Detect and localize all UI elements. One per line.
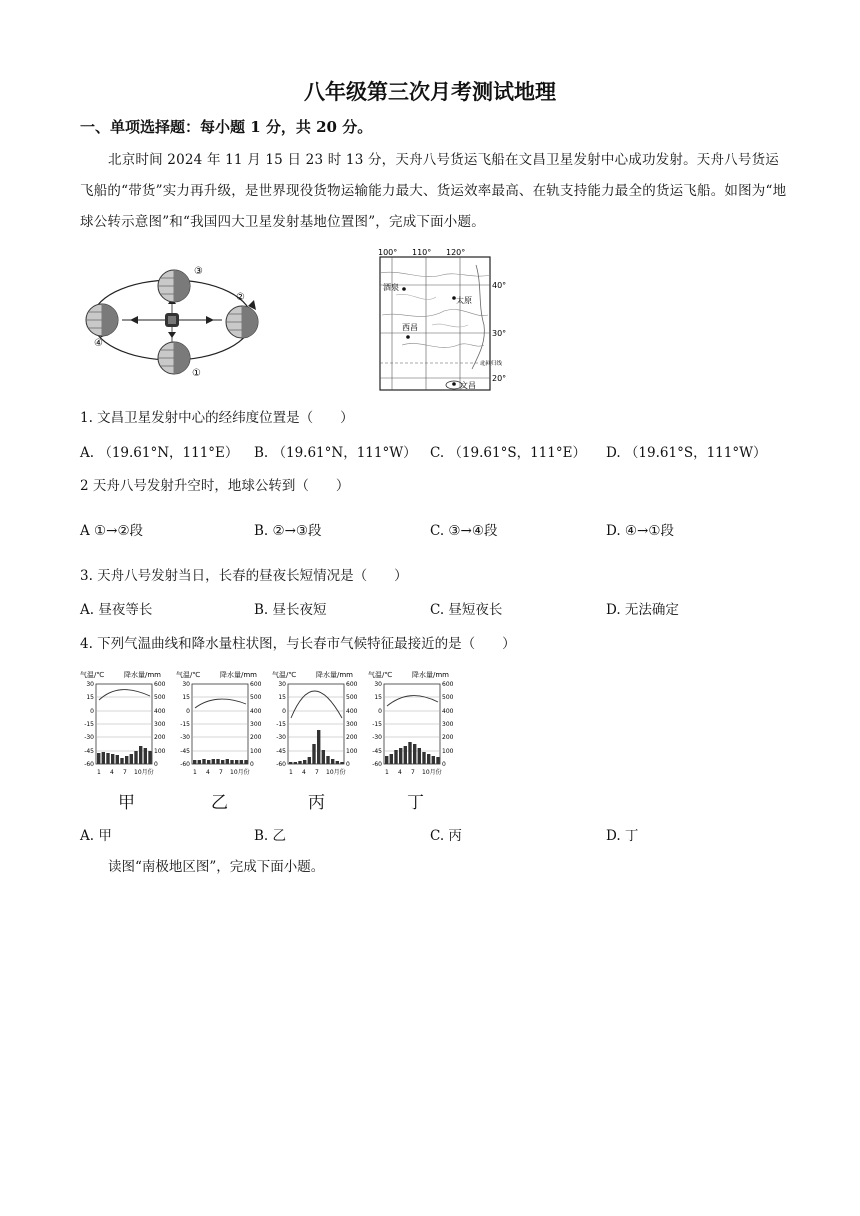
lon-label-120: 120° [446,248,466,257]
svg-text:7: 7 [219,769,223,776]
svg-text:30: 30 [182,681,190,688]
lat-label-40: 40° [492,281,507,290]
svg-text:30: 30 [86,681,94,688]
q3-option-c: C. 昼短夜长 [430,602,503,618]
svg-text:10月份: 10月份 [326,769,346,776]
climate-chart-yi [174,668,266,780]
svg-text:100: 100 [346,748,358,755]
svg-text:500: 500 [346,694,358,701]
question-1-stem: 1. 文昌卫星发射中心的经纬度位置是（ ） [80,410,354,426]
climate-chart-bing [270,668,362,780]
q1-option-c: C. （19.61°S，111°E） [430,445,586,461]
svg-text:-45: -45 [276,748,286,755]
q2-option-a: A ①→②段 [80,523,144,539]
svg-text:1: 1 [385,769,389,776]
orbit-label-3: ③ [194,266,203,277]
svg-text:15: 15 [182,694,190,701]
bing-temp-axis-title: 气温/℃ [272,671,297,679]
svg-text:4: 4 [398,769,402,776]
orbit-label-4: ④ [94,338,103,349]
svg-text:300: 300 [250,721,262,728]
svg-text:-60: -60 [372,761,382,768]
svg-text:400: 400 [250,708,262,715]
svg-text:4: 4 [206,769,210,776]
svg-text:15: 15 [278,694,286,701]
jia-temp-axis-title: 气温/℃ [80,671,105,679]
q4-option-a: A. 甲 [80,828,112,844]
svg-text:200: 200 [346,734,358,741]
globe-bottom [158,342,190,374]
svg-text:200: 200 [442,734,454,741]
lat-label-20: 20° [492,374,507,383]
svg-text:300: 300 [346,721,358,728]
svg-text:-15: -15 [372,721,382,728]
svg-text:-30: -30 [276,734,286,741]
svg-text:30: 30 [374,681,382,688]
svg-text:-45: -45 [180,748,190,755]
svg-text:-15: -15 [276,721,286,728]
svg-text:-60: -60 [84,761,94,768]
svg-text:0: 0 [442,761,446,768]
page-title: 八年级第三次月考测试地理 [304,79,556,104]
svg-text:600: 600 [250,681,262,688]
svg-text:200: 200 [250,734,262,741]
svg-text:500: 500 [442,694,454,701]
climate-label-yi: 乙 [211,793,228,813]
svg-text:0: 0 [282,708,286,715]
yi-precip-axis-title: 降水量/mm [220,671,257,679]
climate-chart-jia [78,668,170,780]
svg-text:0: 0 [186,708,190,715]
svg-text:-15: -15 [84,721,94,728]
globe-left [86,304,118,336]
svg-text:500: 500 [250,694,262,701]
intro-paragraph-2: 读图“南极地区图”，完成下面小题。 [108,859,325,875]
intro-paragraph: 北京时间 2024 年 11 月 15 日 23 时 13 分，天舟八号货运飞船在文昌卫星发射中心成功发射。天舟八号货运飞船的“带货”实力再升级，是世界现役货物运输能力最大、货运效率最高、在轨支持能力最全的货运飞船。如图为“地球公转示意图”和“我国四大卫星发射基地位置图”，完成下面小题。 [80,152,787,230]
svg-text:400: 400 [346,708,358,715]
lat-label-30: 30° [492,329,507,338]
city-xichang: 西昌 [402,323,418,332]
svg-text:10月份: 10月份 [230,769,250,776]
svg-text:-60: -60 [180,761,190,768]
svg-text:600: 600 [442,681,454,688]
svg-text:7: 7 [123,769,127,776]
svg-text:400: 400 [442,708,454,715]
lon-label-100: 100° [378,248,398,257]
city-taiyuan: 太原 [456,296,472,305]
lon-label-110: 110° [412,248,432,257]
svg-text:-30: -30 [84,734,94,741]
q4-option-b: B. 乙 [254,828,287,844]
svg-text:100: 100 [442,748,454,755]
climate-label-jia: 甲 [118,793,135,813]
climate-label-bing: 丙 [308,793,325,813]
q4-option-d: D. 丁 [606,828,639,844]
jia-precip-axis-title: 降水量/mm [124,671,161,679]
bing-precip-axis-title: 降水量/mm [316,671,353,679]
question-2-stem: 2 天舟八号发射升空时，地球公转到（ ） [80,478,350,494]
svg-text:-60: -60 [276,761,286,768]
svg-text:0: 0 [154,761,158,768]
svg-text:200: 200 [154,734,166,741]
q3-option-a: A. 昼夜等长 [80,602,153,618]
globe-right [226,306,258,338]
svg-text:-45: -45 [84,748,94,755]
question-3-stem: 3. 天舟八号发射当日，长春的昼夜长短情况是（ ） [80,568,408,584]
svg-text:500: 500 [154,694,166,701]
svg-text:4: 4 [302,769,306,776]
q1-option-a: A. （19.61°N，111°E） [80,445,239,461]
svg-text:4: 4 [110,769,114,776]
q1-option-b: B. （19.61°N，111°W） [254,445,417,461]
tropic-label: 北回归线 [480,361,503,367]
svg-text:15: 15 [374,694,382,701]
svg-text:300: 300 [442,721,454,728]
orbit-label-1: ① [192,368,201,379]
svg-text:300: 300 [154,721,166,728]
svg-text:7: 7 [315,769,319,776]
orbit-label-2: ② [236,292,245,303]
q1-option-d: D. （19.61°S，111°W） [606,445,767,461]
q2-option-b: B. ②→③段 [254,523,322,539]
svg-text:-15: -15 [180,721,190,728]
svg-text:400: 400 [154,708,166,715]
svg-text:7: 7 [411,769,415,776]
yi-temp-axis-title: 气温/℃ [176,671,201,679]
svg-text:1: 1 [97,769,101,776]
svg-text:1: 1 [193,769,197,776]
q4-option-c: C. 丙 [430,828,462,844]
svg-text:0: 0 [90,708,94,715]
question-4-stem: 4. 下列气温曲线和降水量柱状图，与长春市气候特征最接近的是（ ） [80,636,516,652]
svg-text:0: 0 [346,761,350,768]
svg-text:-45: -45 [372,748,382,755]
earth-orbit-figure [78,258,278,380]
q3-option-d: D. 无法确定 [606,602,679,618]
q3-option-b: B. 昼长夜短 [254,602,327,618]
svg-text:10月份: 10月份 [134,769,154,776]
svg-text:-30: -30 [180,734,190,741]
ding-temp-axis-title: 气温/℃ [368,671,393,679]
city-jiuquan: 酒泉 [383,283,399,292]
city-wenchang: 文昌 [460,381,476,390]
climate-label-ding: 丁 [407,793,424,813]
china-launch-bases-map [372,245,507,395]
globe-top [158,270,190,302]
svg-text:1: 1 [289,769,293,776]
svg-text:15: 15 [86,694,94,701]
svg-text:0: 0 [250,761,254,768]
svg-text:600: 600 [154,681,166,688]
ding-precip-axis-title: 降水量/mm [412,671,449,679]
svg-text:600: 600 [346,681,358,688]
svg-text:100: 100 [154,748,166,755]
section-heading: 一、单项选择题：每小题 1 分，共 20 分。 [80,118,373,136]
q2-option-c: C. ③→④段 [430,523,498,539]
svg-text:0: 0 [378,708,382,715]
climate-chart-ding [366,668,458,780]
q2-option-d: D. ④→①段 [606,523,674,539]
svg-text:30: 30 [278,681,286,688]
svg-text:100: 100 [250,748,262,755]
svg-text:-30: -30 [372,734,382,741]
svg-text:10月份: 10月份 [422,769,442,776]
